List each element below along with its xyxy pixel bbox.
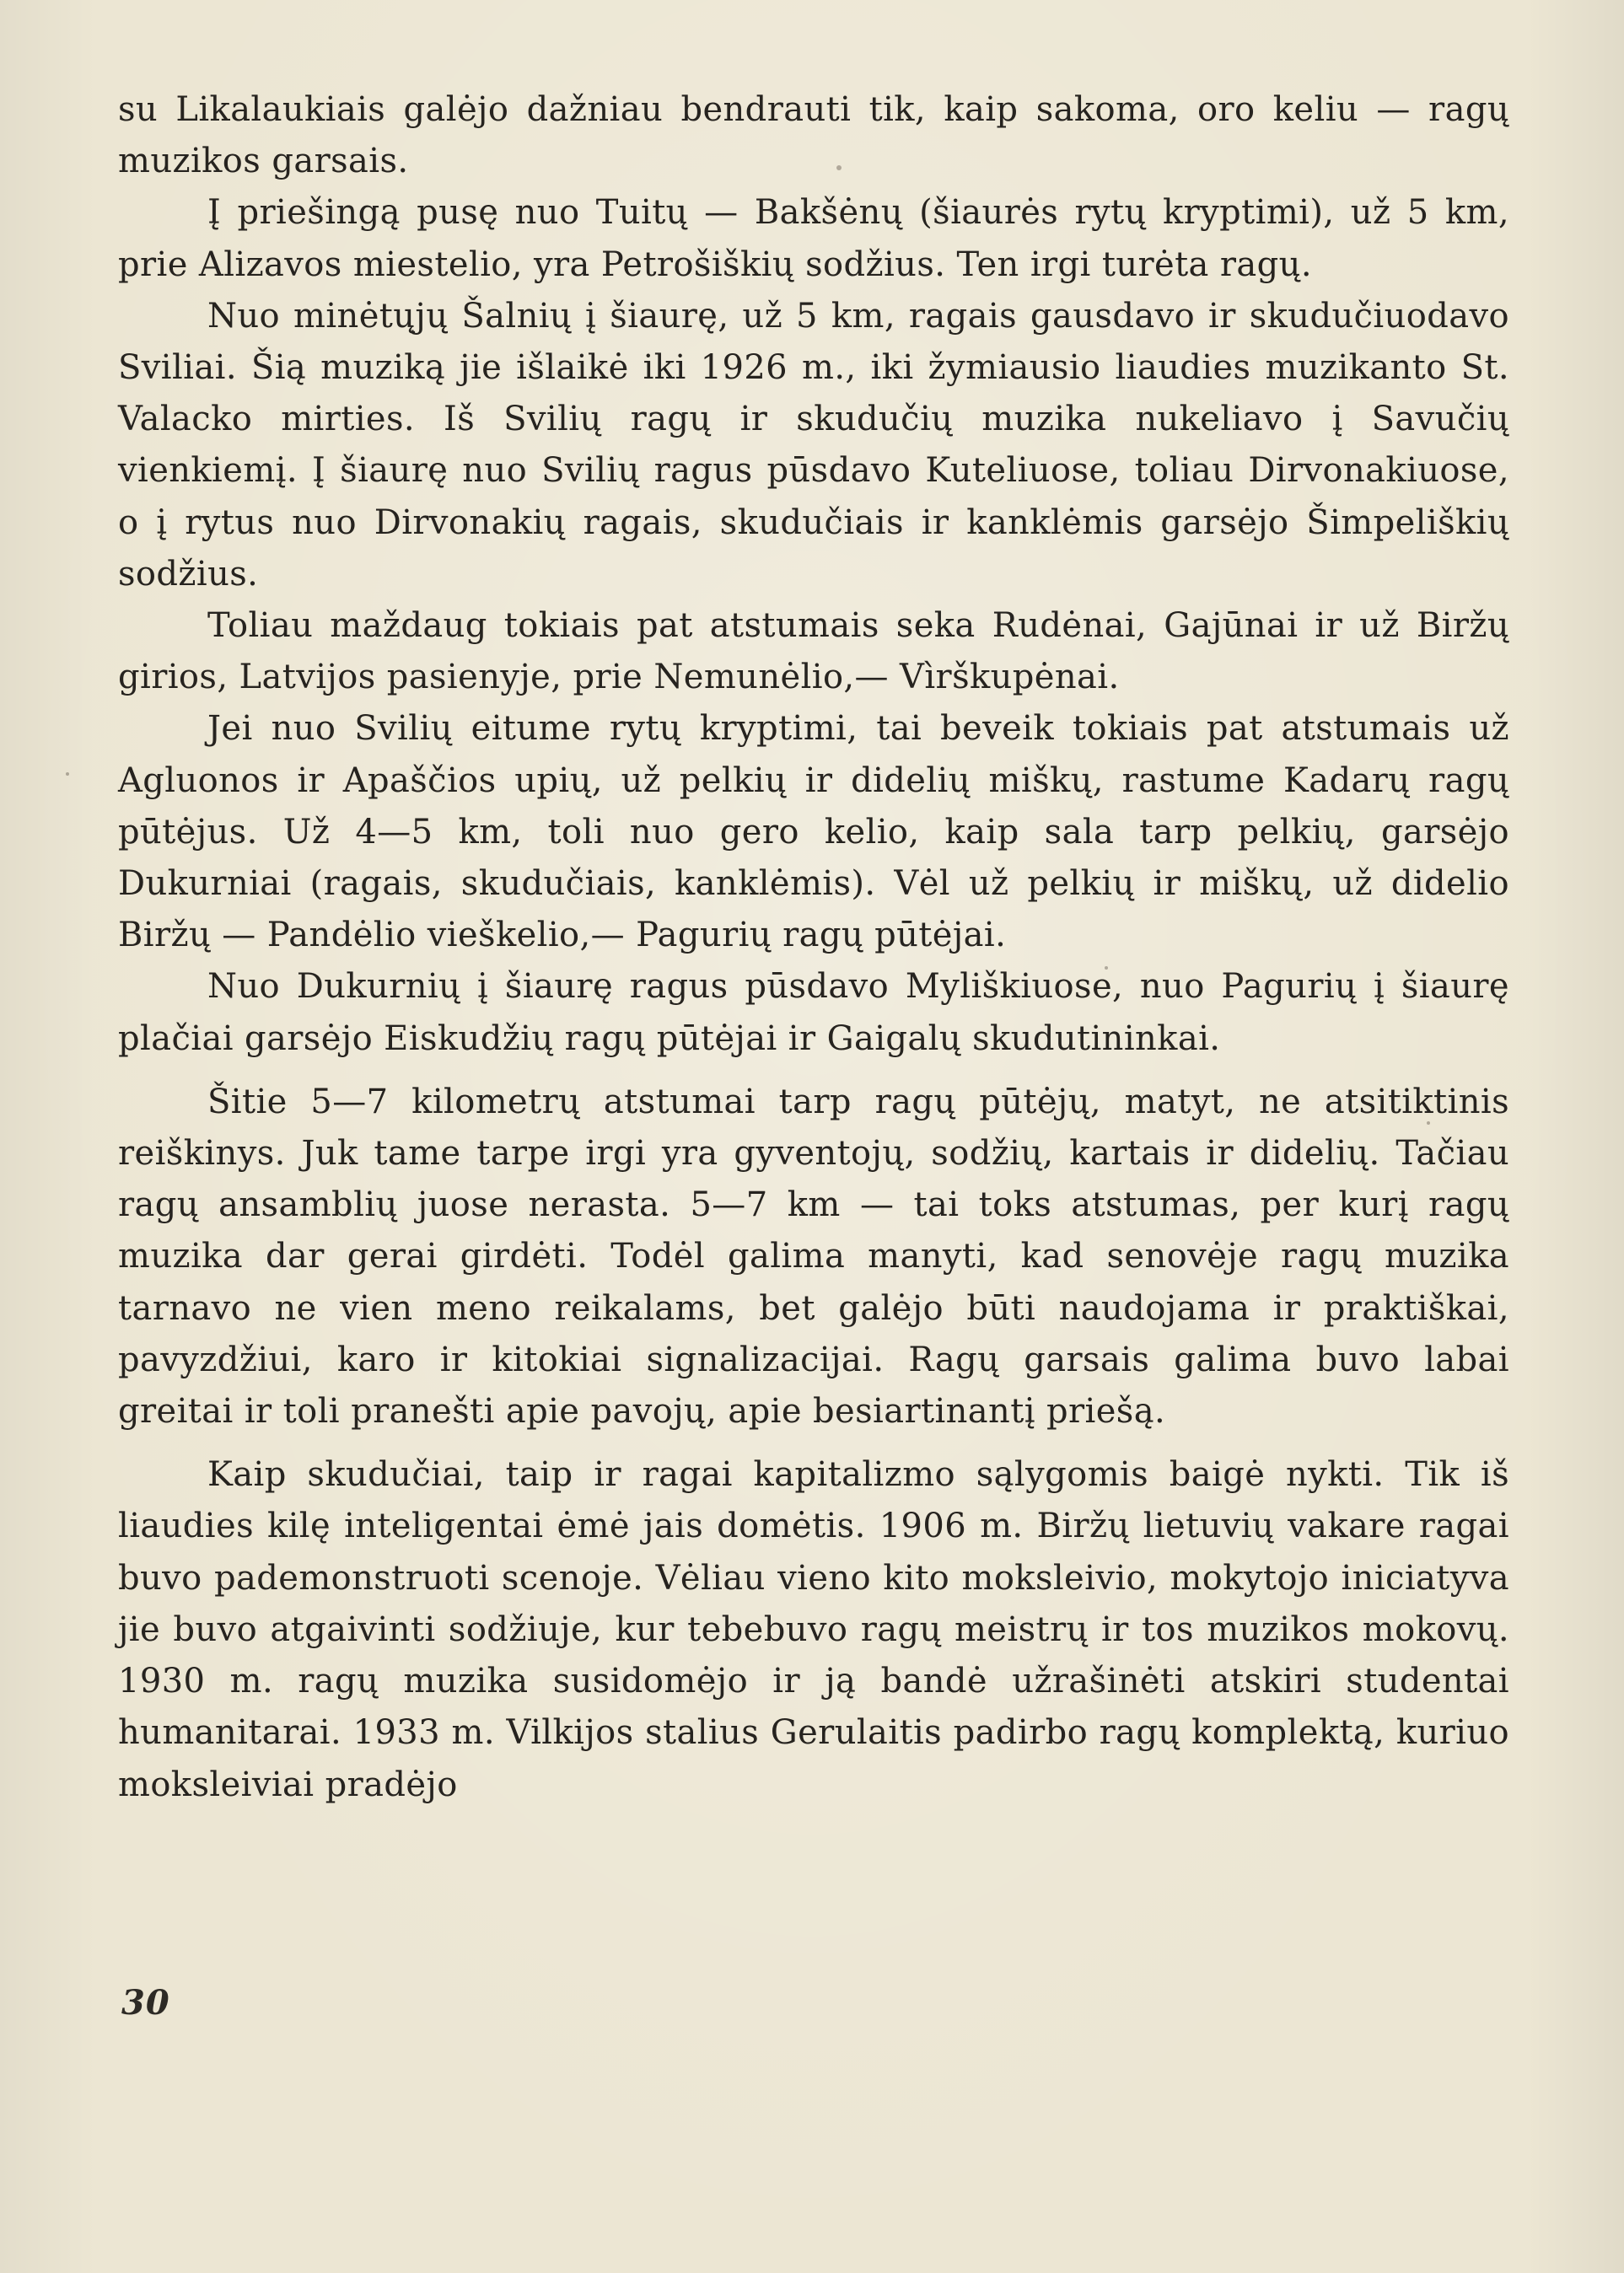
paragraph-4: Toliau maždaug tokiais pat atstumais seka Rudėnai, Gajūnai ir už Biržų girios, Latvijos pasienyje, prie Nemunėlio,— Vìrškupėnai.	[118, 606, 1509, 697]
paragraph-1: su Likalaukiais galėjo dažniau bendrauti tik, kaip sakoma, oro keliu — ragų muzikos garsais.	[118, 90, 1509, 181]
paragraph-6: Nuo Dukurnių į šiaurę ragus pūsdavo Myliškiuose, nuo Pagurių į šiaurę plačiai garsėjo Eiskudžių ragų pūtėjai ir Gaigalų skudutininkai.	[118, 967, 1509, 1058]
paragraph-3: Nuo minėtųjų Šalnių į šiaurę, už 5 km, ragais gausdavo ir skudučiuodavo Sviliai. Šią muziką jie išlaikė iki 1926 m., iki žymiausio liaudies muzikanto St. Valacko mirties. Iš Svilių ragų ir skudučių muzika nukeliavo į Savučių vienkiemį. Į šiaurę nuo Svilių ragus pūsdavo Kuteliuose, toliau Dirvonakiuose, o į rytus nuo Dirvonakių ragais, skudučiais ir kanklėmis garsėjo Šimpeliškių sodžius.	[118, 296, 1509, 594]
page-number: 30	[121, 1983, 170, 2023]
print-speck	[66, 772, 69, 776]
print-speck	[836, 165, 842, 170]
paragraph-7: Šitie 5—7 kilometrų atstumai tarp ragų pūtėjų, matyt, ne atsitiktinis reiškinys. Juk tame tarpe irgi yra gyventojų, sodžių, kartais ir didelių. Tačiau ragų ansamblių juose nerasta. 5—7 km — tai toks atstumas, per kurį ragų muzika dar gerai girdėti. Todėl galima manyti, kad senovėje ragų muzika tarnavo ne vien meno reikalams, bet galėjo būti naudojama ir praktiškai, pavyzdžiui, karo ir kitokiai signalizacijai. Ragų garsais galima buvo labai greitai ir toli pranešti apie pavojų, apie besiartinantį priešą.	[118, 1082, 1509, 1432]
print-speck	[1427, 1121, 1430, 1125]
paragraph-8: Kaip skudučiai, taip ir ragai kapitalizmo sąlygomis baigė nykti. Tik iš liaudies kilę inteligentai ėmė jais domėtis. 1906 m. Biržų lietuvių vakare ragai buvo pademonstruoti scenoje. Vėliau vieno kito moksleivio, mokytojo iniciatyva jie buvo atgaivinti sodžiuje, kur tebebuvo ragų meistrų ir tos muzikos mokovų. 1930 m. ragų muzika susidomėjo ir ją bandė užrašinėti atskiri studentai humanitarai. 1933 m. Vilkijos stalius Gerulaitis padirbo ragų komplektą, kuriuo moksleiviai pradėjo	[118, 1455, 1509, 1804]
body-text	[118, 84, 1509, 1811]
paragraph-2: Į priešingą pusę nuo Tuitų — Bakšėnų (šiaurės rytų kryptimi), už 5 km, prie Alizavos miestelio, yra Petrošiškių sodžius. Ten irgi turėta ragų.	[118, 193, 1509, 284]
print-speck	[1105, 966, 1108, 970]
paragraph-5: Jei nuo Svilių eitume rytų kryptimi, tai beveik tokiais pat atstumais už Agluonos ir Apaščios upių, už pelkių ir didelių miškų, rastume Kadarų ragų pūtėjus. Už 4—5 km, toli nuo gero kelio, kaip sala tarp pelkių, garsėjo Dukurniai (ragais, skudučiais, kanklėmis). Vėl už pelkių ir miškų, už didelio Biržų — Pandėlio vieškelio,— Pagurių ragų pūtėjai.	[118, 709, 1509, 955]
